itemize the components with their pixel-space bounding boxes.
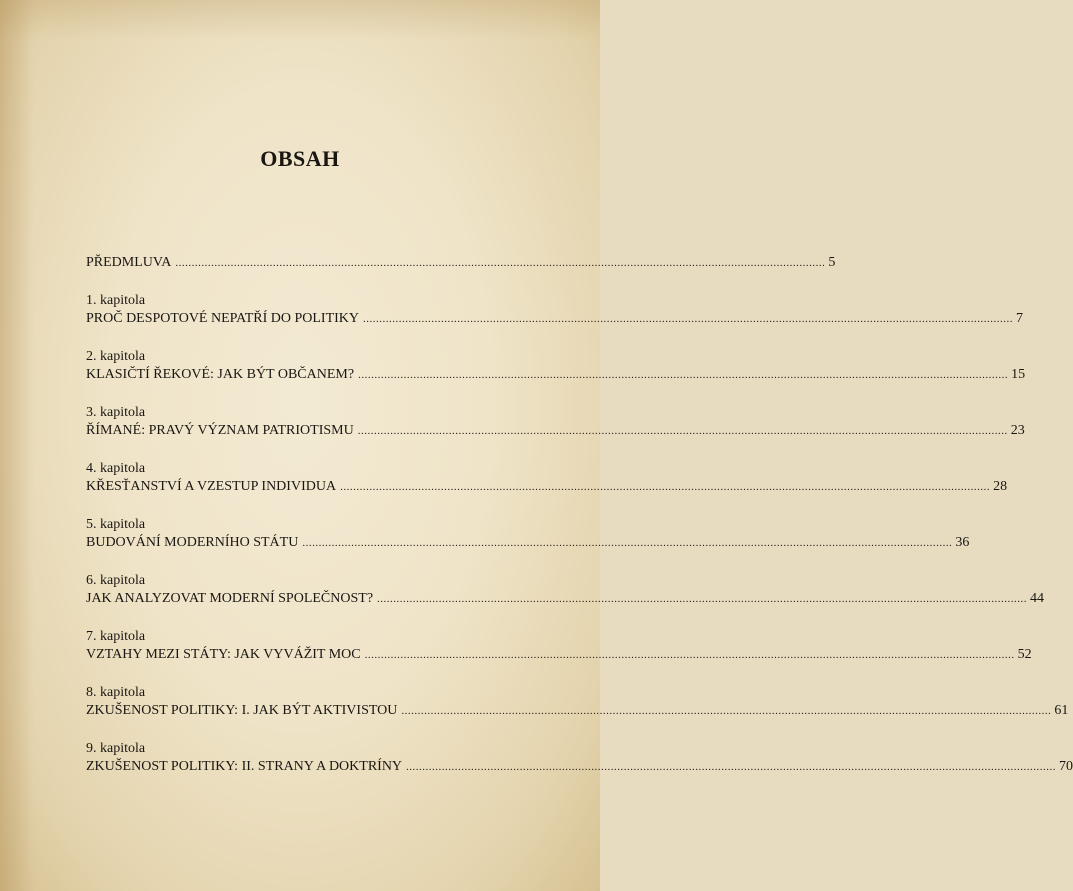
toc-line	[86, 366, 1026, 384]
toc-entry-chapter-8	[86, 684, 1069, 720]
toc-entry-chapter-5	[86, 516, 970, 552]
dot-leader: ........................................................................................................................................................................................................	[401, 705, 1052, 717]
toc-entry-chapter-9	[86, 740, 1073, 776]
dot-leader: ........................................................................................................................................................................................................	[406, 761, 1057, 773]
toc-entry-chapter-2	[86, 348, 1026, 384]
toc-line	[86, 758, 1073, 776]
toc-entry-chapter-3	[86, 404, 1025, 440]
toc-page-number: 44	[1030, 591, 1045, 606]
toc-entry-title: PŘEDMLUVA	[86, 255, 172, 270]
toc-entry-title: ZKUŠENOST POLITIKY: I. JAK BÝT AKTIVISTOU	[86, 703, 398, 718]
chapter-label: 7. kapitola	[86, 629, 146, 644]
toc-page-number: 70	[1059, 759, 1073, 774]
toc-page-number: 5	[828, 255, 836, 270]
chapter-label: 4. kapitola	[86, 461, 146, 476]
toc-entry-title: ZKUŠENOST POLITIKY: II. STRANY A DOKTRÍNY	[86, 759, 403, 774]
toc-line	[86, 310, 1024, 328]
chapter-label: 9. kapitola	[86, 741, 146, 756]
toc-entry-chapter-6	[86, 572, 1045, 608]
toc-line	[86, 254, 836, 272]
chapter-label: 1. kapitola	[86, 293, 146, 308]
dot-leader: ........................................................................................................................................................................................................	[302, 537, 953, 549]
toc-entry-title: PROČ DESPOTOVÉ NEPATŘÍ DO POLITIKY	[86, 311, 360, 326]
toc-entry-preface	[86, 254, 836, 272]
chapter-label: 5. kapitola	[86, 517, 146, 532]
page-title: OBSAH	[260, 146, 340, 171]
toc-line	[86, 590, 1045, 608]
toc-page-number: 61	[1054, 703, 1069, 718]
toc-page-number: 28	[993, 479, 1008, 494]
toc-page-number: 23	[1010, 423, 1025, 438]
toc-entry-chapter-7	[86, 628, 1032, 664]
toc-page-number: 36	[955, 535, 970, 550]
dot-leader: ........................................................................................................................................................................................................	[364, 649, 1015, 661]
dot-leader: ........................................................................................................................................................................................................	[340, 481, 991, 493]
toc-entry-chapter-4	[86, 460, 1008, 496]
toc-line	[86, 422, 1025, 440]
chapter-label: 6. kapitola	[86, 573, 146, 588]
toc-line	[86, 702, 1069, 720]
toc-page-number: 52	[1017, 647, 1032, 662]
dot-leader: ........................................................................................................................................................................................................	[363, 313, 1014, 325]
dot-leader: ........................................................................................................................................................................................................	[377, 593, 1028, 605]
toc-page-number: 15	[1011, 367, 1026, 382]
toc-entry-title: VZTAHY MEZI STÁTY: JAK VYVÁŽIT MOC	[86, 647, 361, 662]
chapter-label: 3. kapitola	[86, 405, 146, 420]
toc-entry-title: BUDOVÁNÍ MODERNÍHO STÁTU	[86, 535, 299, 550]
dot-leader: ........................................................................................................................................................................................................	[358, 369, 1009, 381]
toc-entry-title: KLASIČTÍ ŘEKOVÉ: JAK BÝT OBČANEM?	[86, 367, 355, 382]
toc-entry-title: KŘESŤANSTVÍ A VZESTUP INDIVIDUA	[86, 479, 337, 494]
toc-entry-chapter-1	[86, 292, 1024, 328]
chapter-label: 2. kapitola	[86, 349, 146, 364]
dot-leader: ........................................................................................................................................................................................................	[175, 257, 826, 269]
toc-entry-title: JAK ANALYZOVAT MODERNÍ SPOLEČNOST?	[86, 591, 374, 606]
toc-line	[86, 534, 970, 552]
dot-leader: ........................................................................................................................................................................................................	[357, 425, 1008, 437]
toc-entry-title: ŘÍMANÉ: PRAVÝ VÝZNAM PATRIOTISMU	[86, 423, 354, 438]
toc-page-number: 7	[1016, 311, 1024, 326]
toc-line	[86, 478, 1008, 496]
chapter-label: 8. kapitola	[86, 685, 146, 700]
toc-line	[86, 646, 1032, 664]
